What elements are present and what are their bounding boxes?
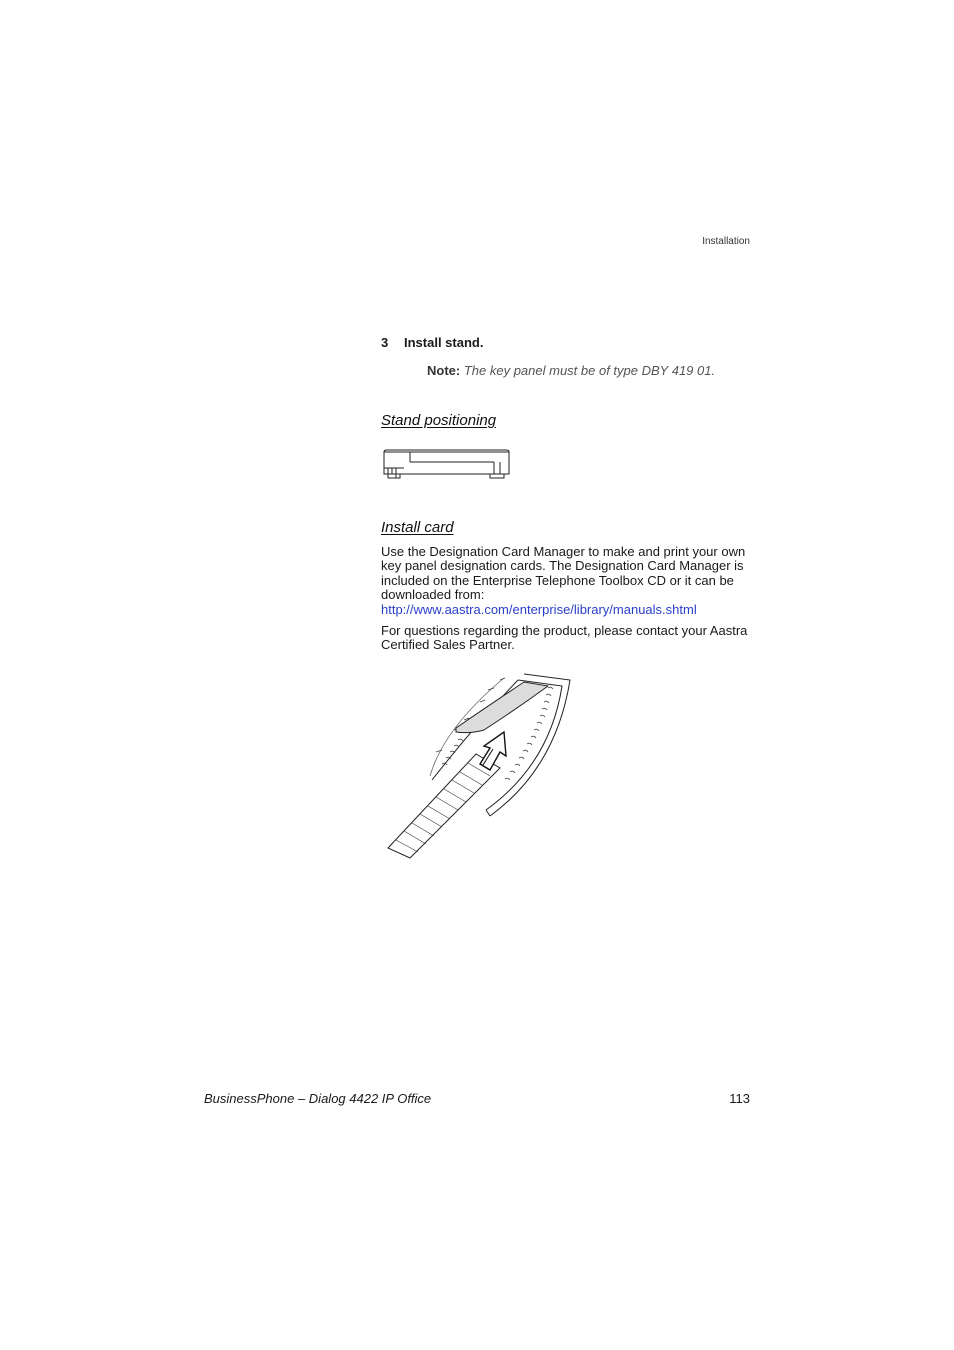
page-number: 113: [729, 1091, 750, 1106]
note: [427, 363, 715, 378]
step-number: 3: [381, 335, 389, 350]
install-card-text: Use the Designation Card Manager to make and print your own key panel designation cards. The Designation Card Manager is included on the Enterprise Telephone Toolbox CD or it can be downloaded from:: [381, 544, 746, 603]
step-3: [381, 335, 483, 350]
manuals-link[interactable]: http://www.aastra.com/enterprise/library/manuals.shtml: [381, 601, 697, 617]
note-label: Note:: [427, 363, 461, 378]
stand-positioning-heading: Stand positioning: [381, 412, 497, 429]
running-header: Installation: [702, 236, 750, 247]
step-text: Install stand.: [404, 335, 484, 350]
note-text: The key panel must be of type DBY 419 01.: [463, 363, 716, 378]
stand-illustration: [382, 448, 512, 482]
install-card-paragraph: [381, 545, 753, 617]
install-card-heading: Install card: [381, 519, 454, 536]
contact-paragraph: For questions regarding the product, please contact your Aastra Certified Sales Partner.: [381, 623, 748, 653]
card-insertion-illustration: [384, 668, 576, 860]
footer-title: BusinessPhone – Dialog 4422 IP Office: [204, 1091, 432, 1106]
